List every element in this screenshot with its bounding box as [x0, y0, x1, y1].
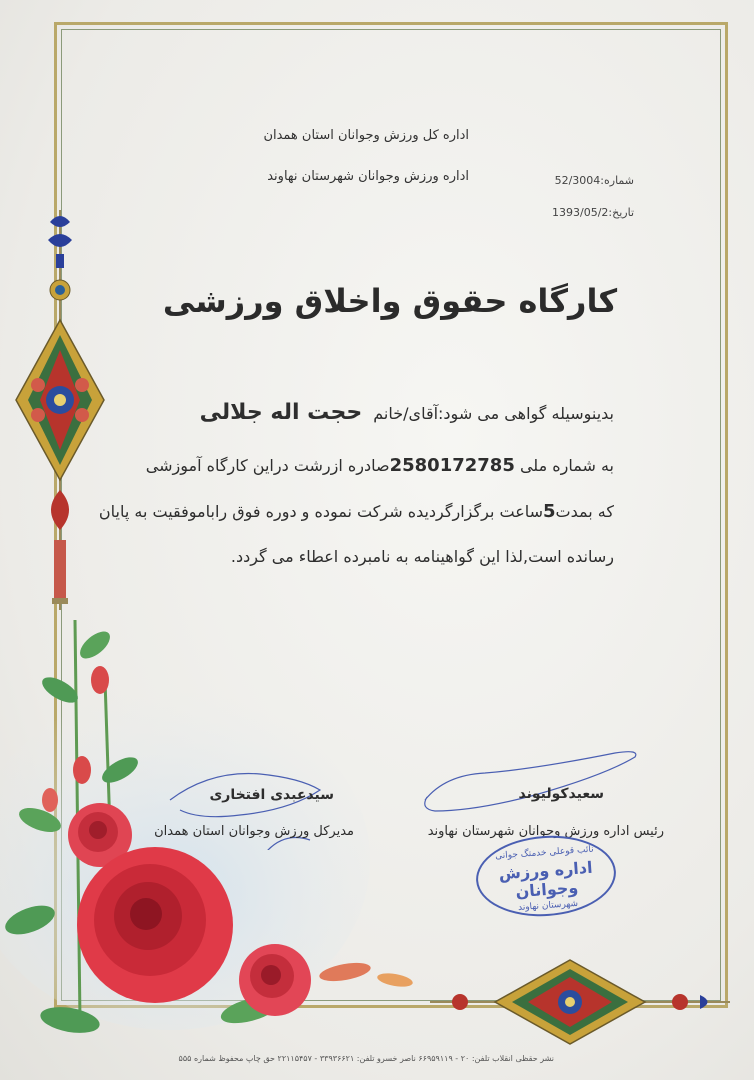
body-line3-suffix: ساعت برگزارگردیده شرکت نموده و دوره فوق راباموفقیت به پایان — [98, 502, 544, 521]
right-signatory-title: رئیس اداره ورزش وجوانان شهرستان نهاوند — [427, 824, 664, 839]
body-line-1 — [200, 400, 614, 425]
recipient-name: حجت اله جلالی — [199, 400, 363, 425]
left-signatory-title: مدیرکل ورزش وجوانان استان همدان — [154, 824, 354, 839]
national-id: 2580172785 — [389, 455, 515, 476]
org-sub-heading: اداره ورزش وجوانان شهرستان نهاوند — [267, 169, 469, 184]
body-line2-prefix: به شماره ملی — [519, 456, 614, 475]
body-line-4: رسانده است,لذا این گواهینامه به نامبرده اعطاء می گردد. — [230, 547, 614, 566]
number-label: شماره: — [600, 174, 634, 187]
left-signatory-name: سیدعبدی افتخاری — [209, 787, 334, 803]
body-line-3 — [99, 501, 614, 522]
body-line3-prefix: که بمدت — [555, 502, 614, 521]
stamp-top-text: نائب قوعلی خدمتگ جوانی — [494, 844, 594, 862]
print-footer: نشر حقظی انقلاب تلفن: ۲۰ - ۶۶۹۵۹۱۱۹ ناصر خسرو تلفن: ۳۳۹۳۶۶۲۱ - ۲۲۱۱۵۴۵۷ حق چاپ محفوظ شماره ۵۵۵ — [178, 1054, 554, 1063]
right-signatory-name: سعیدکولیوند — [518, 786, 604, 802]
stamp-bottom-text: شهرستان نهاوند — [517, 898, 579, 914]
left-ornament-icon — [8, 210, 108, 610]
date-value: 1393/05/2 — [552, 206, 609, 219]
letter-date — [552, 206, 634, 219]
body-line-2 — [146, 455, 614, 476]
body-line2-suffix: صادره ازرشت دراین کارگاه آموزشی — [145, 456, 390, 475]
number-value: 52/3004 — [554, 174, 601, 187]
org-main-heading: اداره کل ورزش وجوانان استان همدان — [263, 128, 469, 143]
body-line1-prefix: بدینوسیله گواهی می شود:آقای/خانم — [373, 404, 614, 423]
hours-value: 5 — [543, 501, 556, 522]
signature-scribble-right — [415, 745, 645, 825]
stamp-middle-text: اداره ورزش وجوانان — [498, 857, 594, 902]
certificate-title: کارگاه حقوق واخلاق ورزشی — [162, 282, 618, 320]
letter-number — [555, 174, 634, 187]
date-label: تاریخ: — [608, 206, 634, 219]
bottom-ornament-icon — [430, 955, 730, 1050]
